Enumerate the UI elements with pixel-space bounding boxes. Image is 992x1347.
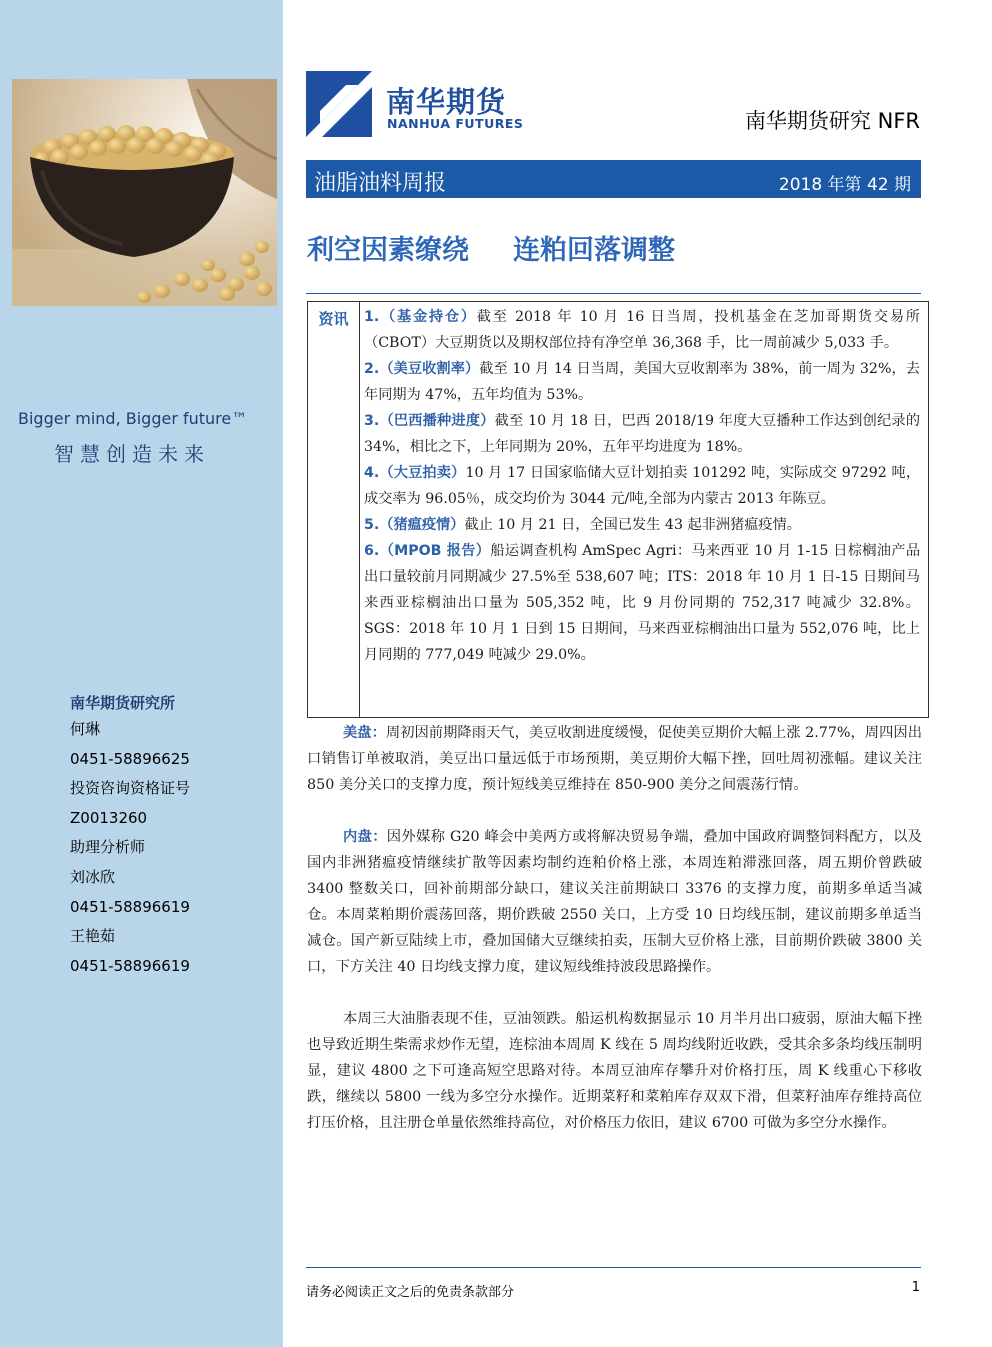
news-box [307, 301, 929, 718]
news-item-heading: 1.（基金持仓） [364, 309, 477, 325]
news-item-text: 截至 2018 年 10 月 16 日当周，投机基金在芝加哥期货交易所（CBOT）大豆期货以及期权部位持有净空单 36,368 手，比一周前减少 5,033 手。 [364, 309, 920, 351]
contact-line: 助理分析师 [70, 838, 146, 857]
issue-number: 2018 年第 42 期 [778, 175, 911, 195]
us-market-paragraph [307, 720, 922, 798]
contact-line: 王艳茹 [70, 927, 116, 946]
contact-line: 刘冰欣 [70, 867, 116, 886]
contact-line: 投资咨询资格证号 [70, 779, 191, 798]
contacts-title: 南华期货研究所 [70, 694, 176, 712]
soybean-bowl-illustration [12, 79, 277, 306]
contact-line: 0451-58896619 [70, 897, 190, 916]
headline-divider [306, 293, 921, 294]
report-banner [306, 160, 921, 198]
news-item-heading: 4.（大豆拍卖） [364, 465, 466, 481]
page-number: 1 [911, 1280, 920, 1295]
domestic-market-paragraph [307, 824, 922, 980]
news-item-text: 截止 10 月 21 日，全国已发生 43 起非洲猪瘟疫情。 [464, 517, 801, 533]
contact-line: Z0013260 [70, 808, 148, 827]
news-item-text: 船运调查机构 AmSpec Agri：马来西亚 10 月 1-15 日棕榈油产品出口量较前月同期减少 27.5%至 538,607 吨；ITS：2018 年 10 月 1 日-15 日期间马来西亚棕榈油出口量为 505,352 吨，比 9 月份同期的 752,317 吨减少 32.8%。SGS：2018 年 10 月 1 日到 15 日期间，马来西亚棕榈油出口量为 552,076 吨，比上月同期的 777,049 吨减少 29.0%。 [364, 543, 921, 663]
news-item [364, 304, 920, 356]
soybean-bowl-image [12, 79, 277, 306]
logo-english-name: NANHUA FUTURES [387, 116, 524, 131]
headline [307, 228, 675, 267]
news-item [364, 356, 920, 408]
contact-line: 0451-58896619 [70, 956, 190, 975]
news-item-text: 10 月 17 日国家临储大豆计划拍卖 101292 吨，实际成交 97292 吨，成交率为 96.05％，成交均价为 3044 元/吨,全部为内蒙古 2013 年陈豆。 [364, 465, 921, 507]
news-item-heading: 6.（MPOB 报告） [364, 543, 491, 559]
footer-divider [306, 1267, 921, 1268]
headline-part-2: 连粕回落调整 [513, 235, 675, 266]
contact-line: 0451-58896625 [70, 749, 190, 768]
us-market-heading: 美盘： [343, 725, 386, 741]
news-item [364, 460, 920, 512]
news-item-heading: 2.（美豆收割率） [364, 361, 480, 377]
us-market-text: 周初因前期降雨天气，美豆收割进度缓慢，促使美豆期价大幅上涨 2.77%，周四因出口销售订单被取消，美豆出口量远低于市场预期，美豆期价大幅下挫，回吐周初涨幅。建议关注 850 美分关口的支撑力度，预计短线美豆维持在 850-900 美分之间震荡行情。 [307, 725, 923, 793]
slogan-chinese: 智慧创造未来 [54, 442, 210, 466]
news-list [364, 304, 920, 668]
news-item-heading: 3.（巴西播种进度） [364, 413, 495, 429]
research-label: 南华期货研究 NFR [744, 109, 920, 133]
left-sidebar [0, 0, 283, 1347]
contact-line: 何琳 [70, 720, 101, 738]
news-item-text: 截至 10 月 18 日，巴西 2018/19 年度大豆播种工作达到创纪录的 34%，相比之下，上年同期为 20%，五年平均进度为 18%。 [364, 413, 921, 455]
news-item-heading: 5.（猪瘟疫情） [364, 517, 465, 533]
analyst-contacts [70, 691, 190, 981]
oils-paragraph: 本周三大油脂表现不佳，豆油领跌。船运机构数据显示 10 月半月出口疲弱，原油大幅下挫也导致近期生柴需求炒作无望，连棕油本周周 K 线在 5 周均线附近收跌，受其余多条均线压制明显，建议 4800 之下可逢高短空思路对待。本周豆油库存攀升对价格打压，周 K 线重心下移收跌，继续以 5800 一线为多空分水操作。近期菜籽和菜粕库存双双下滑，但菜籽油库存维持高位打压价格，且注册仓单量依然维持高位，对价格压力依旧，建议 6700 可做为多空分水操作。 [307, 1011, 922, 1131]
report-name: 油脂油料周报 [314, 171, 447, 196]
slogan-english: Bigger mind, Bigger future™ [18, 409, 248, 428]
disclaimer-note: 请务必阅读正文之后的免责条款部分 [306, 1285, 515, 1300]
logo-chinese-name: 南华期货 [386, 85, 507, 119]
domestic-market-heading: 内盘： [343, 829, 387, 845]
news-item-text: 截至 10 月 14 日当周，美国大豆收割率为 38%，前一周为 32%，去年同期为 47%，五年均值为 53%。 [364, 361, 920, 403]
news-item [364, 538, 920, 668]
news-item [364, 512, 920, 538]
domestic-market-text: 因外媒称 G20 峰会中美两方或将解决贸易争端，叠加中国政府调整饲料配方，以及国内非洲猪瘟疫情继续扩散等因素均制约连粕价格上涨，本周连粕滞涨回落，周五期价曾跌破 3400 整数关口，回补前期部分缺口，建议关注前期缺口 3376 的支撑力度，前期多单适当减仓。本周菜粕期价震荡回落，期价跌破 2550 关口，上方受 10 日均线压制，建议前期多单适当减仓。国产新豆陆续上市，叠加国储大豆继续拍卖，压制大豆价格上涨，目前期价跌破 3800 关口，下方关注 40 日均线支撑力度，建议短线维持波段思路操作。 [307, 829, 923, 975]
news-item [364, 408, 920, 460]
headline-part-1: 利空因素缭绕 [307, 235, 469, 266]
news-label: 资讯 [308, 302, 360, 717]
